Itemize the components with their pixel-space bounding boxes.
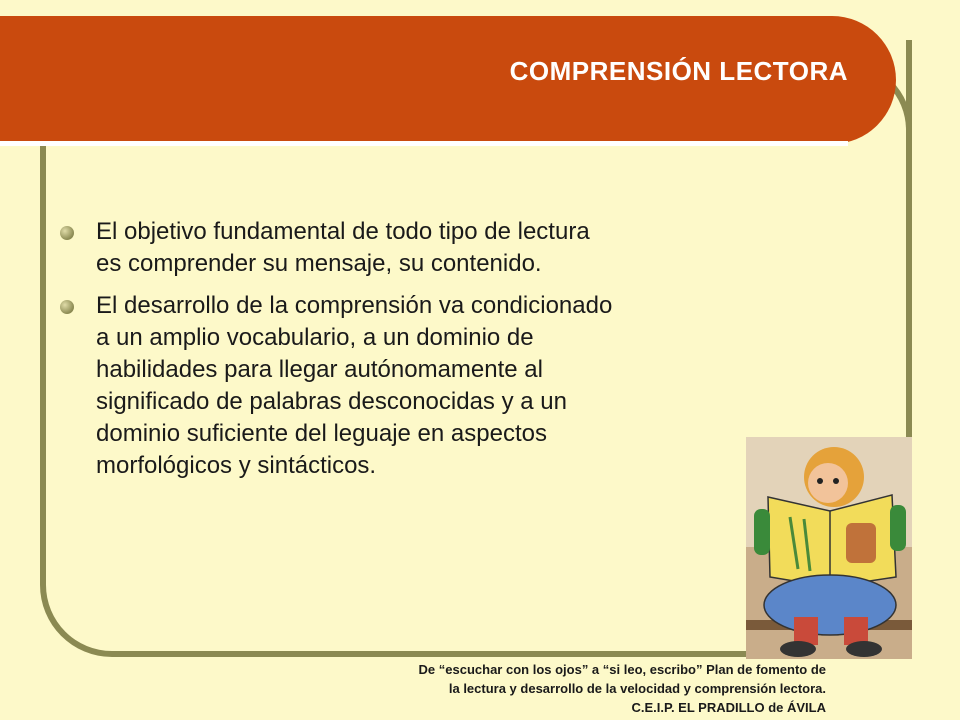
caption-line: la lectura y desarrollo de la velocidad y comprensión lectora. bbox=[448, 681, 826, 696]
child-reading-illustration bbox=[746, 437, 912, 659]
bullet-icon bbox=[60, 226, 74, 240]
bullet-item bbox=[60, 290, 620, 482]
caption-line: De “escuchar con los ojos” a “si leo, escribo” Plan de fomento de bbox=[418, 662, 826, 677]
bullet-item bbox=[60, 216, 620, 280]
child-reading-image bbox=[746, 437, 912, 659]
bullet-icon bbox=[60, 300, 74, 314]
title-underline bbox=[0, 141, 848, 146]
bullet-list bbox=[60, 216, 620, 492]
bullet-text: El objetivo fundamental de todo tipo de lectura es comprender su mensaje, su contenido. bbox=[96, 218, 590, 277]
bullet-text: El desarrollo de la comprensión va condicionado a un amplio vocabulario, a un dominio de habilidades para llegar autónomamente al significado de palabras desconocidas y a un dominio suficiente del leguaje en aspectos morfológicos y sintácticos. bbox=[96, 292, 613, 479]
title-banner bbox=[0, 16, 896, 144]
caption-line: C.E.I.P. EL PRADILLO de ÁVILA bbox=[631, 700, 826, 715]
slide-title: COMPRENSIÓN LECTORA bbox=[509, 56, 848, 86]
source-caption bbox=[306, 660, 826, 717]
